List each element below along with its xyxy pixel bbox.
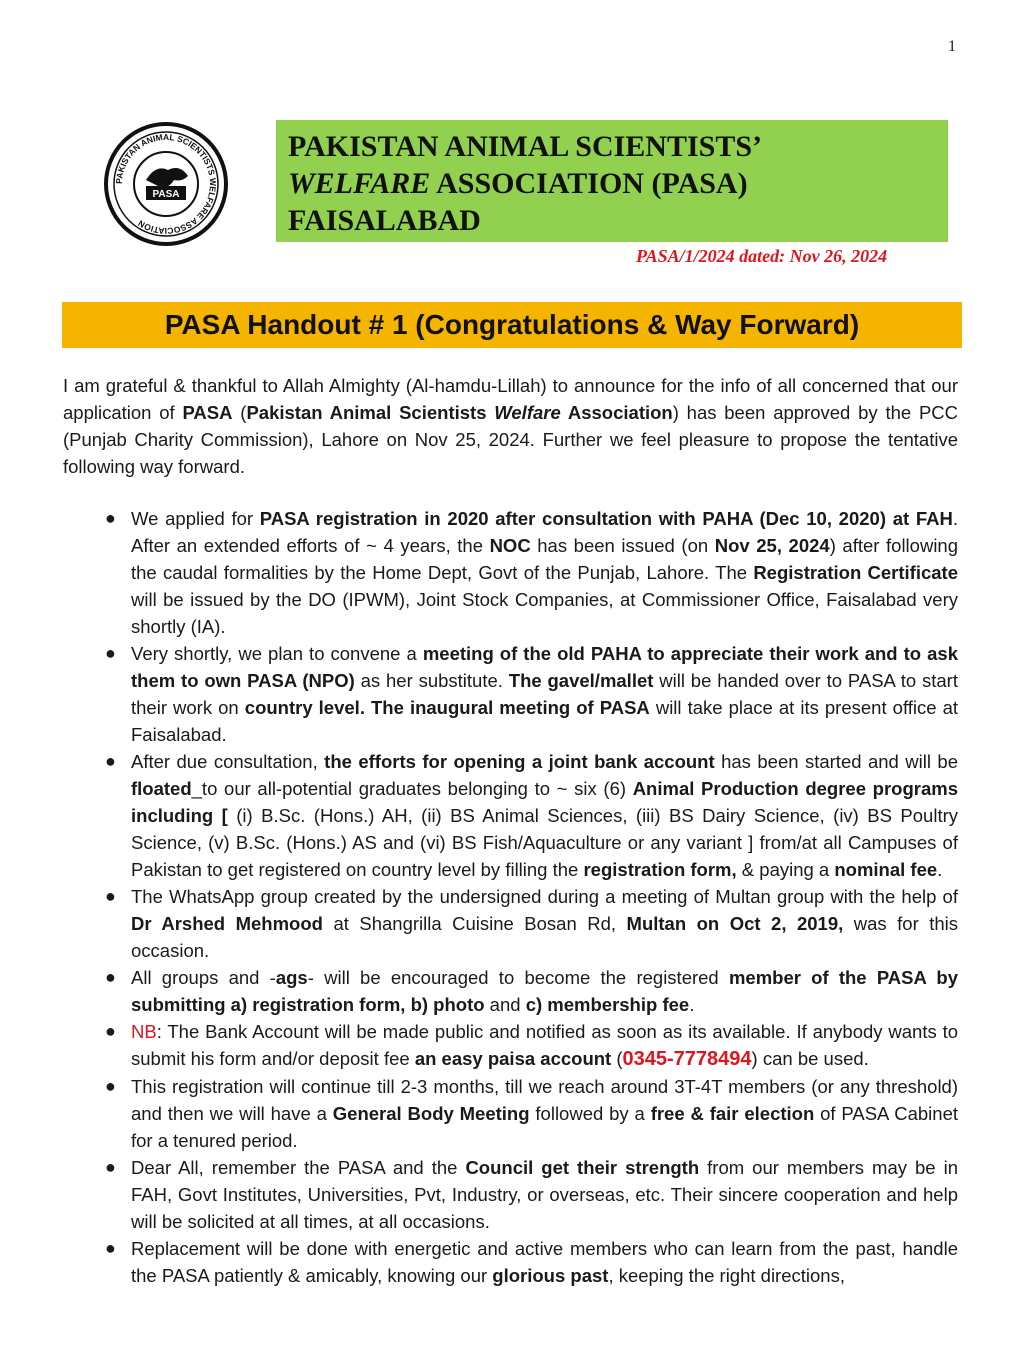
reference-date: PASA/1/2024 dated: Nov 26, 2024 [636,246,888,266]
bullet-icon: ● [105,1157,116,1177]
page-number: 1 [948,38,956,55]
bullet-icon: ● [105,1021,116,1041]
way-forward-list [63,505,958,1289]
list-item: ● We applied for PASA registration in 2020 after consultation with PAHA (Dec 10, 2020) at FAH. After an extended efforts of ~ 4 years, the NOC has been issued (on Nov 25, 2024) after following the caudal formalities by the Home Dept, Govt of the Punjab, Lahore. The Registration Certificate will be issued by the DO (IPWM), Joint Stock Companies, at Commissioner Office, Faisalabad very shortly (IA). [63,505,958,640]
list-item: ● All groups and -ags- will be encouraged to become the registered member of the PASA by submitting a) registration form, b) photo and c) membership fee. [63,964,958,1018]
bullet-icon: ● [105,1076,116,1096]
handout-title: PASA Handout # 1 (Congratulations & Way Forward) [62,302,962,348]
pasa-logo [102,120,230,248]
bullet-icon: ● [105,1238,116,1258]
logo-center-text: PASA [152,189,180,200]
list-item: ● The WhatsApp group created by the undersigned during a meeting of Multan group with the help of Dr Arshed Mehmood at Shangrilla Cuisine Bosan Rd, Multan on Oct 2, 2019, was for this occasion. [63,883,958,964]
intro-paragraph: I am grateful & thankful to Allah Almighty (Al-hamdu-Lillah) to announce for the info of all concerned that our application of PASA (Pakistan Animal Scientists Welfare Association) has been approved by the PCC (Punjab Charity Commission), Lahore on Nov 25, 2024. Further we feel pleasure to propose the tentative following way forward. [63,375,958,477]
list-item: ● Dear All, remember the PASA and the Council get their strength from our members may be in FAH, Govt Institutes, Universities, Pvt, Industry, or overseas, etc. Their sincere cooperation and help will be solicited at all times, at all occasions. [63,1154,958,1235]
title-line-1: PAKISTAN ANIMAL SCIENTISTS’ [288,130,763,163]
association-title-box [276,120,948,242]
bullet-icon: ● [105,643,116,663]
nb-label: NB [131,1021,157,1042]
phone-number: 0345-7778494 [622,1048,752,1070]
title-line-2: WELFARE ASSOCIATION (PASA) [288,167,748,200]
bullet-icon: ● [105,508,116,528]
list-item: ● After due consultation, the efforts for opening a joint bank account has been started and will be floated_to our all-potential graduates belonging to ~ six (6) Animal Production degree programs including [ (i) B.Sc. (Hons.) AH, (ii) BS Animal Sciences, (iii) BS Dairy Science, (iv) BS Poultry Science, (v) B.Sc. (Hons.) AS and (vi) BS Fish/Aquaculture or any variant ] from/at all Campuses of Pakistan to get registered on country level by filling the registration form, & paying a nominal fee. [63,748,958,883]
list-item: ● NB: The Bank Account will be made public and notified as soon as its available. If anybody wants to submit his form and/or deposit fee an easy paisa account (0345-7778494) can be used. [63,1018,958,1073]
bullet-icon: ● [105,751,116,771]
bullet-icon: ● [105,967,116,987]
list-item: ● This registration will continue till 2-3 months, till we reach around 3T-4T members (or any threshold) and then we will have a General Body Meeting followed by a free & fair election of PASA Cabinet for a tenured period. [63,1073,958,1154]
list-item: ● Very shortly, we plan to convene a meeting of the old PAHA to appreciate their work and to ask them to own PASA (NPO) as her substitute. The gavel/mallet will be handed over to PASA to start their work on country level. The inaugural meeting of PASA will take place at its present office at Faisalabad. [63,640,958,748]
bullet-icon: ● [105,886,116,906]
logo-ring-text: PAKISTAN ANIMAL SCIENTISTS WELFARE ASSOCIATION [113,131,219,237]
title-line-3: FAISALABAD [288,204,481,237]
list-item: ● Replacement will be done with energetic and active members who can learn from the past, handle the PASA patiently & amicably, knowing our glorious past, keeping the right directions, [63,1235,958,1289]
